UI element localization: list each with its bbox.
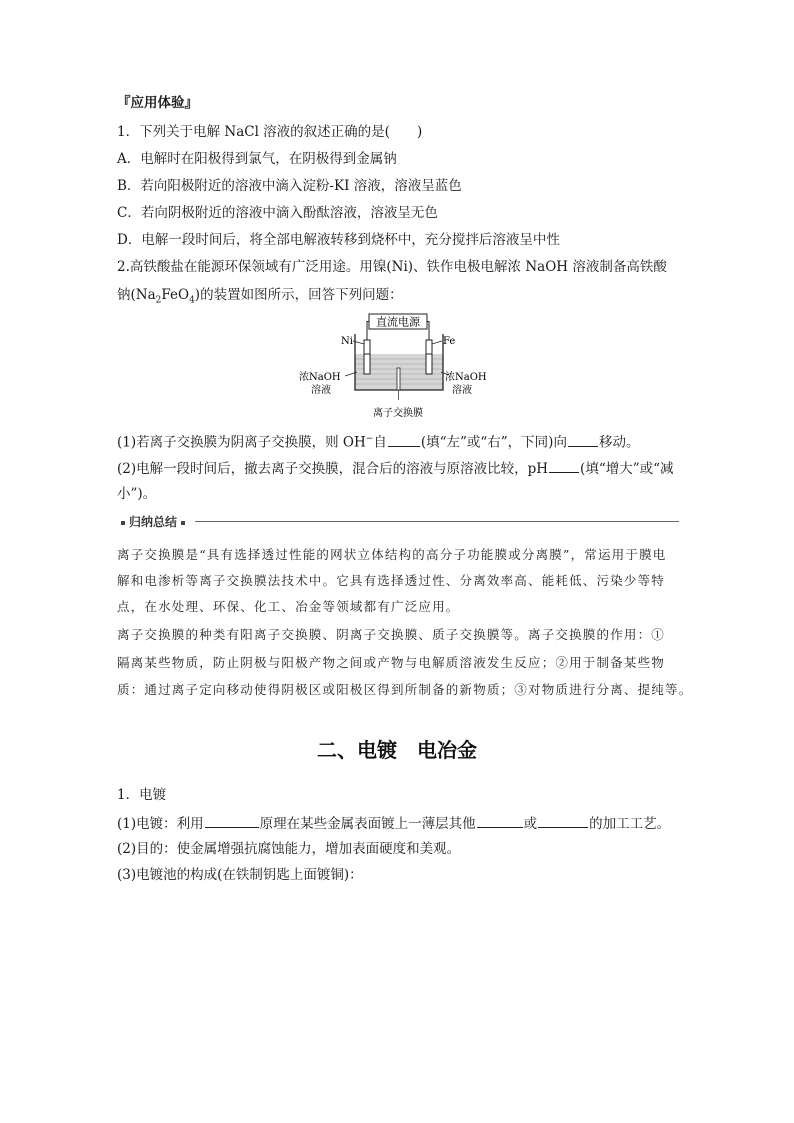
ion-exchange-membrane — [397, 368, 400, 390]
summary-line-2: 解和电渗析等离子交换膜法技术中。它具有选择透过性、分离效率高、能耗低、污染少等特 — [117, 573, 666, 588]
part1-text-c: (填“左”或“右”，下同)向 — [420, 434, 567, 451]
ni-electrode-immersed — [364, 354, 370, 374]
left-solution-label-1: 浓NaOH — [299, 372, 341, 383]
stem-text-b: FeO — [161, 287, 190, 303]
answer-blank-5[interactable] — [477, 813, 523, 828]
summary-line-4: 离子交换膜的种类有阳离子交换膜、阴离子交换膜、质子交换膜等。离子交换膜的作用：① — [117, 627, 666, 642]
summary-line-5: 隔离某些物质，防止阴极与阳极产物之间或产物与电解质溶液发生反应；②用于制备某些物 — [117, 655, 666, 670]
part1-text-a: (1)若离子交换膜为阴离子交换膜，则 OH — [117, 434, 366, 451]
question-2-part-2-line2: 小”)。 — [117, 486, 157, 502]
part2-text-a: (2)电解一段时间后，撤去离子交换膜，混合后的溶液与原溶液比较，pH — [117, 461, 549, 477]
stem-subscript-2: 4 — [189, 295, 195, 306]
answer-blank-4[interactable] — [205, 813, 259, 828]
stem-text-a: 钠(Na — [117, 287, 156, 303]
def-text-b: 原理在某些金属表面镀上一薄层其他 — [259, 816, 476, 832]
stem-text-c: )的装置如图所示，回答下列问题： — [194, 287, 403, 303]
stem-subscript-1: 2 — [155, 295, 162, 306]
part1-text-d: 移动。 — [598, 434, 640, 451]
question-1-stem: 1．下列关于电解 NaCl 溶液的叙述正确的是( ) — [117, 124, 423, 140]
section-2-heading: 二、电镀 电冶金 — [317, 738, 477, 762]
electroplating-purpose: (2)目的：使金属增强抗腐蚀能力，增加表面硬度和美观。 — [117, 841, 461, 857]
section-heading-experience: 『应用体验』 — [117, 95, 198, 111]
fe-electrode-immersed — [426, 354, 432, 374]
fe-leader-line — [432, 341, 442, 344]
right-solution-label-2: 溶液 — [452, 385, 472, 396]
question-1-option-a: A．电解时在阳极得到氯气，在阴极得到金属钠 — [117, 151, 397, 167]
question-1-option-c: C．若向阴极附近的溶液中滴入酚酞溶液，溶液呈无色 — [117, 205, 438, 221]
summary-title-bar — [117, 513, 679, 529]
summary-line-3: 点，在水处理、环保、化工、冶金等领域都有广泛应用。 — [117, 599, 460, 614]
right-solution-label-1: 浓NaOH — [445, 372, 487, 383]
electroplating-definition — [117, 813, 670, 833]
question-2-part-1 — [117, 430, 639, 452]
part2-text-b: (填“增大”或“减 — [580, 461, 674, 477]
answer-blank-1[interactable] — [388, 432, 420, 447]
electroplating-cell-composition: (3)电镀池的构成(在铁制钥匙上面镀铜)： — [117, 867, 363, 883]
fe-label: Fe — [443, 336, 456, 347]
def-text-a: (1)电镀：利用 — [117, 816, 204, 832]
summary-line-1: 离子交换膜是“具有选择透过性能的网状立体结构的高分子功能膜或分离膜”，常运用于膜电 — [117, 547, 667, 562]
def-text-c: 或 — [523, 816, 538, 832]
question-2-stem-line2 — [117, 286, 403, 310]
question-1-option-b: B．若向阳极附近的溶液中滴入淀粉-KI 溶液，溶液呈蓝色 — [117, 178, 462, 194]
power-supply-label: 直流电源 — [376, 315, 420, 329]
ni-label: Ni — [341, 336, 353, 347]
question-1-option-d: D．电解一段时间后，将全部电解液转移到烧杯中，充分搅拌后溶液呈中性 — [117, 232, 560, 248]
def-text-d: 的加工工艺。 — [589, 816, 671, 832]
answer-blank-6[interactable] — [538, 813, 588, 828]
summary-title: 归纳总结 — [129, 515, 178, 529]
answer-blank-2[interactable] — [568, 432, 598, 447]
answer-blank-3[interactable] — [549, 458, 579, 473]
electroplating-item: 1．电镀 — [117, 787, 167, 803]
hydroxide-charge: − — [365, 434, 374, 444]
electrolysis-apparatus-diagram — [297, 312, 487, 424]
square-bullet-icon — [181, 521, 185, 525]
summary-divider — [195, 521, 679, 522]
question-2-stem-line1: 2.高铁酸盐在能源环保领域有广泛用途。用镍(Ni)、铁作电极电解浓 NaOH 溶液制备高铁酸 — [117, 259, 667, 275]
part1-text-b: 自 — [373, 434, 387, 451]
summary-line-6: 质：通过离子定向移动使得阴极区或阳极区得到所制备的新物质；③对物质进行分离、提纯等。 — [117, 682, 693, 697]
membrane-label: 离子交换膜 — [373, 408, 423, 419]
question-2-part-2 — [117, 458, 674, 478]
left-solution-label-2: 溶液 — [311, 385, 331, 396]
square-bullet-icon — [121, 521, 125, 525]
